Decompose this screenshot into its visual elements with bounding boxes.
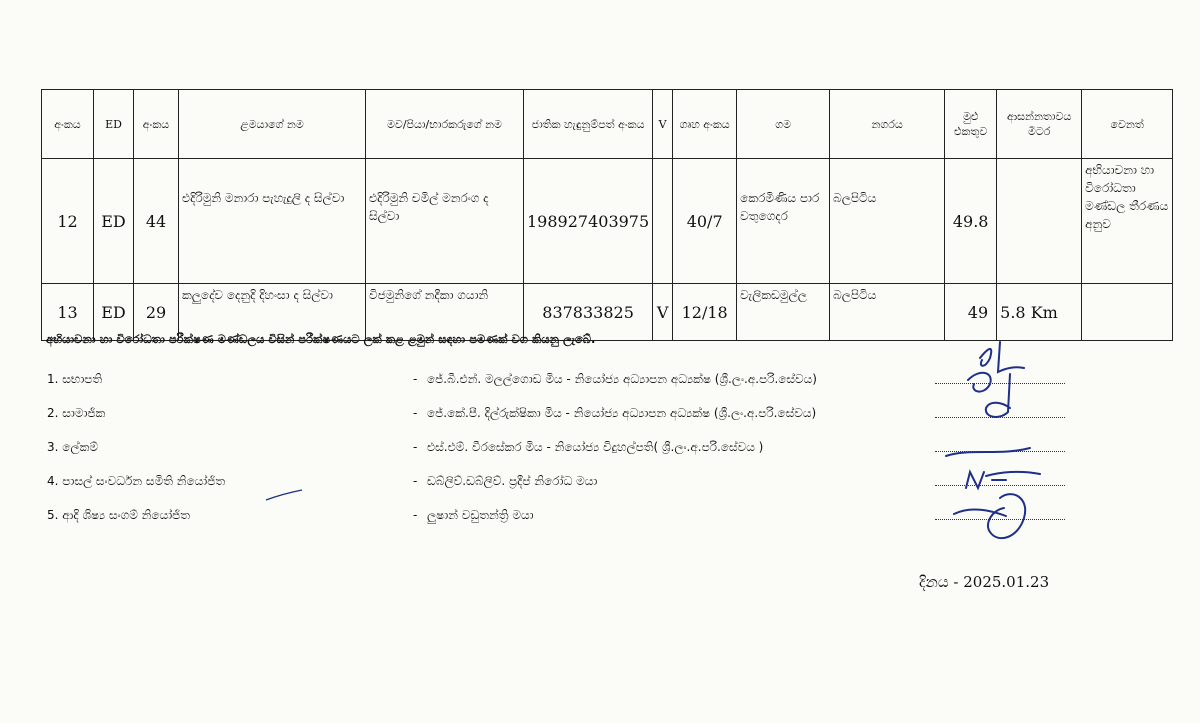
cell-index: 44	[134, 159, 179, 284]
cell-town: බලපිටිය	[830, 159, 945, 284]
member-dash: -	[413, 474, 418, 488]
header-ed: ED	[94, 90, 134, 159]
cell-village: කෙරමිණිය පාර වතුගෙදර	[737, 159, 830, 284]
header-town: නගරය	[830, 90, 945, 159]
member-role: 2. සාමාජික	[47, 406, 106, 420]
cell-town: බලපිටිය	[830, 284, 945, 341]
cell-index: 29	[134, 284, 179, 341]
table-row	[42, 159, 1173, 284]
cell-parent-name: එදිරිමුනි චමිල් මනරංග ද සිල්වා	[366, 159, 524, 284]
cell-village: වැලිකඩමුල්ල	[737, 284, 830, 341]
cell-ed: ED	[94, 159, 134, 284]
cell-house-no: 12/18	[673, 284, 737, 341]
member-name: ඩබ්ලිව්.ඩබ්ලිව්. ප්‍රදීප් නිරෝධ මයා	[427, 474, 598, 488]
cell-nic: 837833825	[524, 284, 653, 341]
applicants-table	[41, 89, 1173, 341]
header-nic: ජාතික හැඳුනුම්පත් අංකය	[524, 90, 653, 159]
header-other: වෙනත්	[1082, 90, 1173, 159]
header-village: ගම	[737, 90, 830, 159]
member-role: 5. ආදි ශිෂ්‍ය සංගම් නියෝජිත	[47, 508, 191, 522]
cell-total: 49.8	[945, 159, 997, 284]
document-date: දිනය - 2025.01.23	[919, 573, 1050, 591]
cell-child-name: එදිරිමුනි මනාරා පැහැදුලි ද සිල්වා	[179, 159, 366, 284]
responsibility-note: අභියාචනා හා විරෝධතා පරීක්ෂණ මණ්ඩලය විසින් පරීක්ෂණයට ලක් කළ ළමුන් සඳහා පමණක් වග කියනු ලැබේ.	[46, 332, 596, 346]
member-role: 4. පාසල් සංවර්ධන සමිති නියෝජිත	[47, 474, 226, 488]
cell-distance	[997, 159, 1082, 284]
header-parent-name: මව/පියා/භාරකරුගේ නම	[366, 90, 524, 159]
member-name: එස්.එම්. වීරසේකර මිය - නියෝජ්‍ය විදුහල්පති( ශ්‍රී.ලං.අ.පරි.සේවය )	[427, 440, 764, 454]
cell-parent-name: විජමුනිගේ නදීකා ගයානි	[366, 284, 524, 341]
header-v: V	[653, 90, 673, 159]
cell-distance: 5.8 Km	[997, 284, 1082, 341]
cell-child-name: කලුදේව දෙනුදි දිහංසා ද සිල්වා	[179, 284, 366, 341]
member-name: ජේ.බී.එන්. මලල්ගොඩ මිය - නියෝජ්‍ය අධ්‍යාපන අධ්‍යක්ෂ (ශ්‍රී.ලං.අ.පරි.සේවය)	[427, 372, 817, 386]
member-name: ලුෂාන් වඩුතන්ත්‍රි මයා	[427, 508, 534, 522]
signatures-icon	[940, 338, 1070, 563]
cell-v: V	[653, 284, 673, 341]
header-no: අංකය	[42, 90, 94, 159]
header-index: අංකය	[134, 90, 179, 159]
cell-nic: 198927403975	[524, 159, 653, 284]
cell-no: 13	[42, 284, 94, 341]
cell-house-no: 40/7	[673, 159, 737, 284]
header-row	[42, 90, 1173, 159]
cell-v	[653, 159, 673, 284]
cell-ed: ED	[94, 284, 134, 341]
tick-mark-icon	[264, 488, 304, 502]
member-role: 1. සභාපති	[47, 372, 103, 386]
member-role: 3. ලේකම්	[47, 440, 98, 454]
member-dash: -	[413, 440, 418, 454]
cell-no: 12	[42, 159, 94, 284]
header-distance: ආසන්නතාවය මීටර	[997, 90, 1082, 159]
header-house-no: ගෘහ අංකය	[673, 90, 737, 159]
cell-total: 49	[945, 284, 997, 341]
member-dash: -	[413, 372, 418, 386]
member-dash: -	[413, 406, 418, 420]
header-child-name: ළමයාගේ නම	[179, 90, 366, 159]
cell-other: අභියාචනා හා විරෝධතා මණ්ඩල තීරණය අනුව	[1082, 159, 1173, 284]
header-total: මුළු එකතුව	[945, 90, 997, 159]
member-name: ජේ.කේ.පී. දිල්රුක්ෂිකා මිය - නියෝජ්‍ය අධ්‍යාපන අධ්‍යක්ෂ (ශ්‍රී.ලං.අ.පරි.සේවය)	[427, 406, 817, 420]
member-dash: -	[413, 508, 418, 522]
cell-other	[1082, 284, 1173, 341]
